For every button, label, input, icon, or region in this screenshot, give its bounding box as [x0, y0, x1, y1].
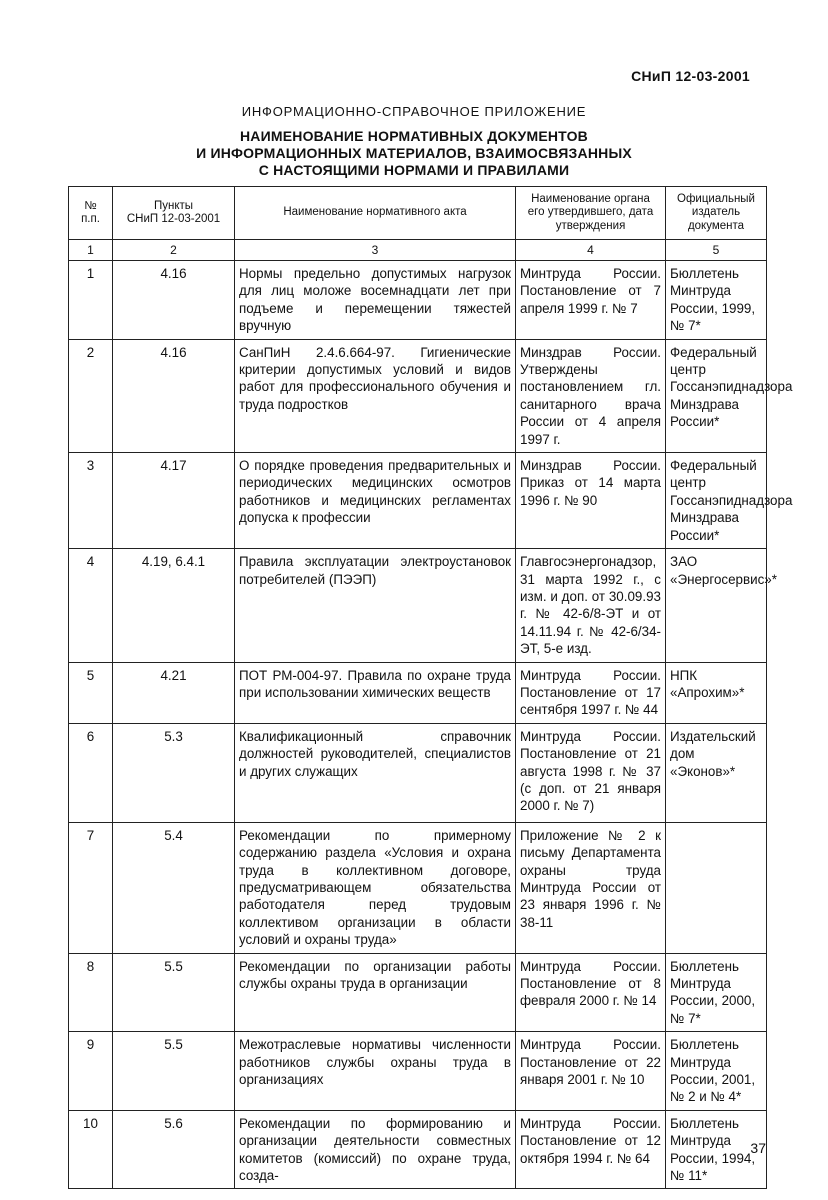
table-row: [69, 549, 767, 662]
table-row: [69, 1110, 767, 1189]
table-row: [69, 822, 767, 953]
table-row: [69, 1032, 767, 1111]
row-points: 4.16: [113, 339, 235, 452]
row-organ: Минтруда России. Постановление от 22 января 2001 г. № 10: [516, 1032, 666, 1111]
row-organ: Минтруда России. Постановление от 12 октября 1994 г. № 64: [516, 1110, 666, 1189]
row-act: Рекомендации по примерному содержанию раздела «Условия и охрана труда в коллективном договоре, предусматривающем обязательства работодателя перед трудовым коллективом организации в области условий и охраны труда»: [235, 822, 516, 953]
row-organ: Приложение № 2 к письму Департамента охраны труда Минтруда России от 23 января 1996 г. № 38-11: [516, 822, 666, 953]
row-publisher: ЗАО «Энергосервис»*: [666, 549, 767, 662]
page-number: 37: [750, 1140, 766, 1156]
header-org: Наименование органа его утвердившего, дата утверждения: [516, 187, 666, 240]
document-code: СНиП 12-03-2001: [631, 68, 750, 84]
row-organ: Минздрав России. Утверждены постановлением гл. санитарного врача России от 4 апреля 1997 г.: [516, 339, 666, 452]
row-points: 5.3: [113, 723, 235, 822]
column-number: 2: [113, 240, 235, 261]
row-points: 5.6: [113, 1110, 235, 1189]
row-points: 5.5: [113, 953, 235, 1032]
header-publisher: Официальный издатель документа: [666, 187, 767, 240]
page-title: [0, 128, 828, 179]
row-points: 4.21: [113, 662, 235, 723]
table-row: [69, 339, 767, 452]
row-organ: Минздрав России. Приказ от 14 марта 1996 г. № 90: [516, 453, 666, 549]
header-num: № п.п.: [69, 187, 113, 240]
row-number: 10: [69, 1110, 113, 1189]
row-points: 5.5: [113, 1032, 235, 1111]
row-points: 4.19, 6.4.1: [113, 549, 235, 662]
row-publisher: НПК «Апрохим»*: [666, 662, 767, 723]
title-line: НАИМЕНОВАНИЕ НОРМАТИВНЫХ ДОКУМЕНТОВ: [240, 128, 588, 144]
header-act: Наименование нормативного акта: [235, 187, 516, 240]
row-publisher: Бюллетень Минтруда России, 1994, № 11*: [666, 1110, 767, 1189]
row-act: Межотраслевые нормативы численности работников службы охраны труда в организациях: [235, 1032, 516, 1111]
row-act: Рекомендации по формированию и организации деятельности совместных комитетов (комиссий) по охране труда, созда-: [235, 1110, 516, 1189]
row-number: 4: [69, 549, 113, 662]
row-act: О порядке проведения предварительных и периодических медицинских осмотров работников и медицинских регламентах допуска к профессии: [235, 453, 516, 549]
row-number: 3: [69, 453, 113, 549]
table-row: [69, 662, 767, 723]
header-points: Пункты СНиП 12-03-2001: [113, 187, 235, 240]
row-organ: Минтруда России. Постановление от 21 августа 1998 г. № 37 (с доп. от 21 января 2000 г. № 7): [516, 723, 666, 822]
norms-table: [68, 186, 793, 1189]
row-points: 4.17: [113, 453, 235, 549]
row-points: 5.4: [113, 822, 235, 953]
row-publisher: [666, 822, 767, 953]
row-act: Правила эксплуатации электроустановок потребителей (ПЭЭП): [235, 549, 516, 662]
row-organ: Главгосэнергонадзор, 31 марта 1992 г., с изм. и доп. от 30.09.93 г. № 42-6/8-ЭТ и от 14.11.94 г. № 42-6/34-ЭТ, 5-е изд.: [516, 549, 666, 662]
row-number: 8: [69, 953, 113, 1032]
column-numbers-row: [69, 240, 767, 261]
row-number: 5: [69, 662, 113, 723]
row-act: Нормы предельно допустимых нагрузок для лиц моложе восемнадцати лет при подъеме и перемещении тяжестей вручную: [235, 261, 516, 340]
row-number: 7: [69, 822, 113, 953]
row-publisher: Бюллетень Минтруда России, 1999, № 7*: [666, 261, 767, 340]
column-number: 5: [666, 240, 767, 261]
row-publisher: Издательский дом «Эконов»*: [666, 723, 767, 822]
table-header-row: [69, 187, 767, 240]
table-row: [69, 453, 767, 549]
row-organ: Минтруда России. Постановление от 8 февраля 2000 г. № 14: [516, 953, 666, 1032]
title-line: И ИНФОРМАЦИОННЫХ МАТЕРИАЛОВ, ВЗАИМОСВЯЗАННЫХ: [196, 145, 632, 161]
row-publisher: Бюллетень Минтруда России, 2000, № 7*: [666, 953, 767, 1032]
row-publisher: Бюллетень Минтруда России, 2001, № 2 и № 4*: [666, 1032, 767, 1111]
row-organ: Минтруда России. Постановление от 17 сентября 1997 г. № 44: [516, 662, 666, 723]
row-number: 2: [69, 339, 113, 452]
row-act: СанПиН 2.4.6.664-97. Гигиенические критерии допустимых условий и видов работ для профессионального обучения и труда подростков: [235, 339, 516, 452]
column-number: 1: [69, 240, 113, 261]
row-number: 1: [69, 261, 113, 340]
row-act: ПОТ РМ-004-97. Правила по охране труда при использовании химических веществ: [235, 662, 516, 723]
row-publisher: Федеральный центр Госсанэпиднадзора Минздрава России*: [666, 339, 767, 452]
row-act: Квалификационный справочник должностей руководителей, специалистов и других служащих: [235, 723, 516, 822]
table-row: [69, 723, 767, 822]
row-organ: Минтруда России. Постановление от 7 апреля 1999 г. № 7: [516, 261, 666, 340]
row-number: 9: [69, 1032, 113, 1111]
row-number: 6: [69, 723, 113, 822]
appendix-label: ИНФОРМАЦИОННО-СПРАВОЧНОЕ ПРИЛОЖЕНИЕ: [241, 104, 587, 119]
column-number: 4: [516, 240, 666, 261]
column-number: 3: [235, 240, 516, 261]
row-points: 4.16: [113, 261, 235, 340]
row-act: Рекомендации по организации работы службы охраны труда в организации: [235, 953, 516, 1032]
table-row: [69, 953, 767, 1032]
title-line: С НАСТОЯЩИМИ НОРМАМИ И ПРАВИЛАМИ: [258, 162, 570, 178]
table-row: [69, 261, 767, 340]
row-publisher: Федеральный центр Госсанэпиднадзора Минздрава России*: [666, 453, 767, 549]
